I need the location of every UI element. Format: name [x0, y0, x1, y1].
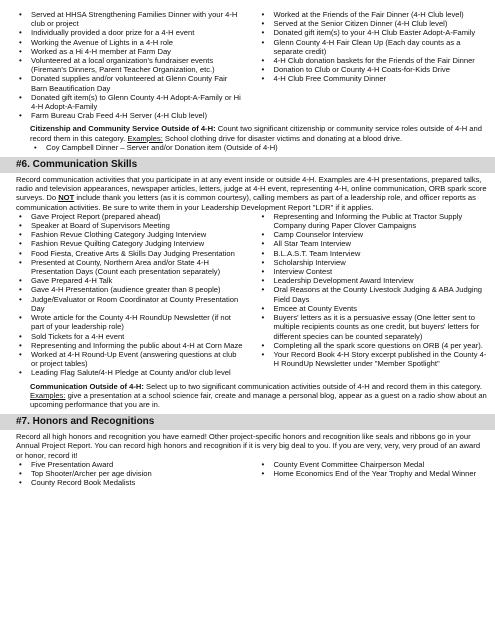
list-item: • Individually provided a door prize for a 4-H event — [31, 28, 245, 37]
list-item: • 4-H Club donation baskets for the Friends of the Fair Dinner — [274, 56, 488, 65]
honors-list-right — [259, 460, 488, 478]
list-item: • 4-H Club Free Community Dinner — [274, 74, 488, 83]
list-item: • Donated gift item(s) to your 4-H Club Easter Adopt-A-Family — [274, 28, 488, 37]
examples-label: Examples: — [127, 133, 163, 143]
list-item: • All Star Team Interview — [274, 239, 488, 248]
section-heading-honors: #7. Honors and Recognitions — [0, 414, 495, 430]
list-item: • Donated gift item(s) to Glenn County 4-H Adopt-A-Family or Hi 4-H Adopt-A-Family — [31, 93, 245, 111]
list-item: • Representing and Informing the Public at Tractor Supply Company during Paper Clover Campaigns — [274, 212, 488, 230]
list-item: • Fashion Revue Quilting Category Judging Interview — [31, 239, 245, 248]
list-item: • Completing all the spark score questions on ORB (4 per year). — [274, 341, 488, 350]
list-item: • Worked at the Friends of the Fair Dinner (4-H Club level) — [274, 10, 488, 19]
list-item: • B.L.A.S.T. Team Interview — [274, 249, 488, 258]
list-item: • Gave Prepared 4-H Talk — [31, 276, 245, 285]
communication-list — [16, 212, 487, 378]
list-item: • Speaker at Board of Supervisors Meeting — [31, 221, 245, 230]
list-item: • Glenn County 4-H Fair Clean Up (Each day counts as a separate credit) — [274, 38, 488, 56]
communication-outside-note: Communication Outside of 4-H: Select up to two significant communication activities outside of 4-H and record them in this category. Examples: give a presentation at a school science fair, create and manage a personal blog, appear as a guest on a radio show about an upcoming performance that you are in. — [30, 381, 487, 409]
communication-intro: Record communication activities that you participate in at any event inside or outside 4-H. Examples are 4-H presentations, prepared talks, radio and television appearances, newspaper articles, letters, judge at 4-H event, representing 4-H, online communication, ORB spark score surveys. Do NOT include thank you letters (as it is common courtesy), calling members as part of a leadership role, and officer reports as communication activities. Be sure to write them in your Leadership Development Report "LDR" if it applies. — [16, 175, 487, 212]
honors-list — [16, 460, 487, 488]
list-item: • Judge/Evaluator or Room Coordinator at County Presentation Day — [31, 295, 245, 313]
list-item: • Gave Project Report (prepared ahead) — [31, 212, 245, 221]
list-item: • Buyers' letters as it is a persuasive essay (One letter sent to multiple recipients counts as one credit, but buyers' letters for different species can be counted separately) — [274, 313, 488, 341]
list-item: • Donated supplies and/or volunteered at Glenn County Fair Barn Beautification Day — [31, 74, 245, 92]
list-item: • Representing and Informing the public about 4-H at Corn Maze — [31, 341, 245, 350]
list-item: • Worked as a Hi 4-H member at Farm Day — [31, 47, 245, 56]
communication-list-right — [259, 212, 488, 368]
list-item: • County Record Book Medalists — [31, 478, 245, 487]
list-item: • Served at HHSA Strengthening Families Dinner with your 4-H club or project — [31, 10, 245, 28]
community-list-left — [16, 10, 245, 120]
community-service-list — [16, 10, 487, 120]
community-list-right — [259, 10, 488, 84]
list-item: • Home Economics End of the Year Trophy and Medal Winner — [274, 469, 488, 478]
honors-list-left — [16, 460, 245, 488]
section-heading-communication: #6. Communication Skills — [0, 157, 495, 173]
list-item: • Leadership Development Award Interview — [274, 276, 488, 285]
list-item: • Your Record Book 4-H Story excerpt published in the County 4-H RoundUp Newsletter under "Member Spotlight" — [274, 350, 488, 368]
list-item: • Food Fiesta, Creative Arts & Skills Day Judging Presentation — [31, 249, 245, 258]
list-item: • Worked at 4-H Round-Up Event (answering questions at club or project tables) — [31, 350, 245, 368]
list-item: • Gave 4-H Presentation (audience greater than 8 people) — [31, 285, 245, 294]
list-item: • Farm Bureau Crab Feed 4-H Server (4-H Club level) — [31, 111, 245, 120]
list-item: • Wrote article for the County 4-H RoundUp Newsletter (if not part of your leadership role) — [31, 313, 245, 331]
examples-label: Examples: — [30, 390, 66, 400]
list-item: • Volunteered at a local organization's fundraiser events (Fireman's Dinners, Parent Teacher Organization, etc.) — [31, 56, 245, 74]
list-item: • County Event Committee Chairperson Medal — [274, 460, 488, 469]
list-item: • Donation to Club or County 4-H Coats-for-Kids Drive — [274, 65, 488, 74]
list-item: • Top Shooter/Archer per age division — [31, 469, 245, 478]
citizenship-title: Citizenship and Community Service Outside of 4-H: — [30, 124, 216, 134]
list-item: • Scholarship Interview — [274, 258, 488, 267]
communication-list-left — [16, 212, 245, 378]
list-item: • Emcee at County Events — [274, 304, 488, 313]
list-item: • Interview Contest — [274, 267, 488, 276]
list-item: • Fashion Revue Clothing Category Judging Interview — [31, 230, 245, 239]
list-item: • Coy Campbell Dinner – Server and/or Donation item (Outside of 4-H) — [16, 143, 487, 152]
list-item: • Sold Tickets for a 4-H event — [31, 332, 245, 341]
list-item: • Leading Flag Salute/4-H Pledge at County and/or club level — [31, 368, 245, 377]
list-item: • Presented at County, Northern Area and/or State 4-H Presentation Days (Count each presentation separately) — [31, 258, 245, 276]
list-item: • Camp Counselor Interview — [274, 230, 488, 239]
list-item: • Served at the Senior Citizen Dinner (4-H Club level) — [274, 19, 488, 28]
honors-intro: Record all high honors and recognition you have earned! Other project-specific honors and recognition like seals and ribbons go in your Annual Project Report. You can record high honors and recognition if it is very big deal to you. If you are very, very, very proud of an award or honor, record it! — [16, 432, 481, 460]
citizenship-note: Citizenship and Community Service Outside of 4-H: Count two significant citizenship or community service roles outside of 4-H and record them in this category. Examples: School clothing drive for disaster victims and donating at a blood drive. — [30, 124, 482, 143]
list-item: • Oral Reasons at the County Livestock Judging & ABA Judging Field Days — [274, 285, 488, 303]
communication-outside-title: Communication Outside of 4-H: — [30, 381, 144, 391]
list-item: • Working the Avenue of Lights in a 4-H role — [31, 38, 245, 47]
list-item: • Five Presentation Award — [31, 460, 245, 469]
